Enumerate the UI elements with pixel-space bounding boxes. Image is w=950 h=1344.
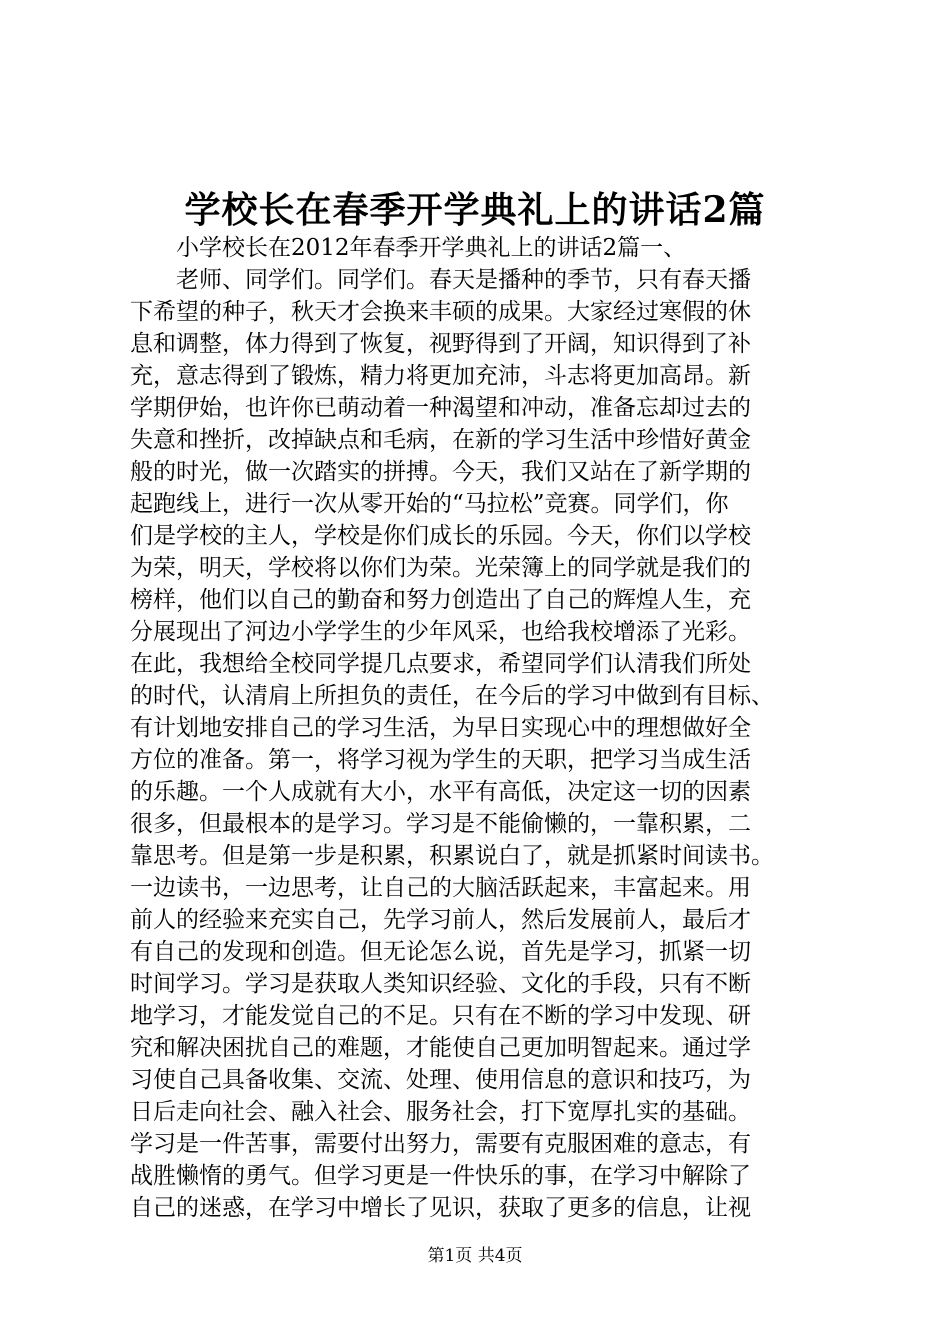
- paragraph-line: 前人的经验来充实自己，先学习前人，然后发展前人，最后才: [130, 907, 751, 933]
- paragraph-line: 学期伊始，也许你已萌动着一种渴望和冲动，准备忘却过去的: [130, 395, 751, 421]
- paragraph-line: 分展现出了河边小学学生的少年风采，也给我校增添了光彩。: [130, 619, 751, 645]
- paragraph-line: 地学习，才能发觉自己的不足。只有在不断的学习中发现、研: [130, 1003, 751, 1029]
- paragraph-line: 的时代，认清肩上所担负的责任，在今后的学习中做到有目标、: [130, 683, 774, 709]
- paragraph-line: 的乐趣。一个人成就有大小，水平有高低，决定这一切的因素: [130, 779, 751, 805]
- document-body: [130, 232, 830, 1224]
- document-title: 学校长在春季开学典礼上的讲话2篇: [184, 189, 766, 231]
- paragraph-line: 习使自己具备收集、交流、处理、使用信息的意识和技巧，为: [130, 1067, 751, 1093]
- paragraph-line: 在此，我想给全校同学提几点要求，希望同学们认清我们所处: [130, 651, 751, 677]
- paragraph-line: 般的时光，做一次踏实的拼搏。今天，我们又站在了新学期的: [130, 459, 751, 485]
- paragraph-line: 很多，但最根本的是学习。学习是不能偷懒的，一靠积累，二: [130, 811, 751, 837]
- paragraph-line: 究和解决困扰自己的难题，才能使自己更加明智起来。通过学: [130, 1035, 751, 1061]
- paragraph-line: 有自己的发现和创造。但无论怎么说，首先是学习，抓紧一切: [130, 939, 751, 965]
- paragraph-line: 下希望的种子，秋天才会换来丰硕的成果。大家经过寒假的休: [130, 299, 751, 325]
- paragraph-line: 老师、同学们。同学们。春天是播种的季节，只有春天播: [176, 267, 751, 293]
- paragraph-line: 靠思考。但是第一步是积累，积累说白了，就是抓紧时间读书。: [130, 843, 774, 869]
- paragraph-line: 战胜懒惰的勇气。但学习更是一件快乐的事，在学习中解除了: [130, 1163, 751, 1189]
- paragraph-line: 自己的迷惑，在学习中增长了见识，获取了更多的信息，让视: [130, 1195, 751, 1221]
- paragraph-line: 为荣，明天，学校将以你们为荣。光荣簿上的同学就是我们的: [130, 555, 751, 581]
- paragraph-line: 方位的准备。第一，将学习视为学生的天职，把学习当成生活: [130, 747, 751, 773]
- paragraph-line: 学习是一件苦事，需要付出努力，需要有克服困难的意志，有: [130, 1131, 751, 1157]
- paragraph-line: 时间学习。学习是获取人类知识经验、文化的手段，只有不断: [130, 971, 751, 997]
- paragraph-line: 息和调整，体力得到了恢复，视野得到了开阔，知识得到了补: [130, 331, 751, 357]
- document-subtitle: 小学校长在2012年春季开学典礼上的讲话2篇一、: [176, 235, 687, 261]
- paragraph-line: 一边读书，一边思考，让自己的大脑活跃起来，丰富起来。用: [130, 875, 751, 901]
- paragraph-line: 充，意志得到了锻炼，精力将更加充沛，斗志将更加高昂。新: [130, 363, 751, 389]
- paragraph-line: 失意和挫折，改掉缺点和毛病，在新的学习生活中珍惜好黄金: [130, 427, 751, 453]
- page-number-footer: 第1页 共4页: [427, 1246, 523, 1266]
- paragraph-line: 日后走向社会、融入社会、服务社会，打下宽厚扎实的基础。: [130, 1099, 751, 1125]
- paragraph-line: 们是学校的主人，学校是你们成长的乐园。今天，你们以学校: [130, 523, 751, 549]
- paragraph-line: 有计划地安排自己的学习生活，为早日实现心中的理想做好全: [130, 715, 751, 741]
- paragraph-line: 起跑线上，进行一次从零开始的“马拉松”竞赛。同学们，你: [130, 491, 729, 517]
- paragraph-line: 榜样，他们以自己的勤奋和努力创造出了自己的辉煌人生，充: [130, 587, 751, 613]
